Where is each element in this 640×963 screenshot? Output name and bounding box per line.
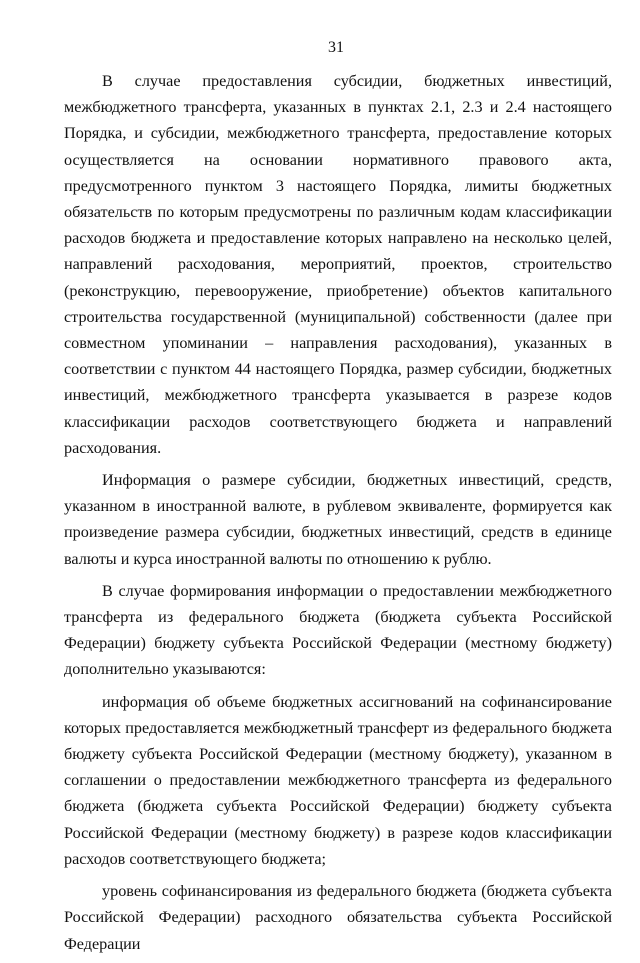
page-number: 31: [328, 39, 344, 56]
paragraph-cofinancing-level: уровень софинансирования из федерального бюджета (бюджета субъекта Российской Федерации) расходного обязательства субъекта Российской Федерации: [64, 882, 612, 953]
paragraph-subsidy-limits: В случае предоставления субсидии, бюджетных инвестиций, межбюджетного трансферта, указанных в пунктах 2.1, 2.3 и 2.4 настоящего Порядка, и субсидии, межбюджетного трансферта, предоставление которых осуществляется на основании нормативного правового акта, предусмотренного пунктом 3 настоящего Порядка, лимиты бюджетных обязательств по которым предусмотрены по различным кодам классификации расходов бюджета и предоставление которых направлено на несколько целей, направлений расходования, мероприятий, проектов, строительство (реконструкцию, перевооружение, приобретение) объектов капитального строительства государственной (муниципальной) собственности (далее при совместном упоминании – направления расходования), указанных в соответствии с пунктом 44 настоящего Порядка, размер субсидии, бюджетных инвестиций, межбюджетного трансферта указывается в разрезе кодов классификации расходов соответствующего бюджета и направлений расходования.: [64, 72, 612, 457]
document-body: [64, 68, 612, 963]
paragraph-interbudget-transfer: В случае формирования информации о предоставлении межбюджетного трансферта из федерального бюджета (бюджета субъекта Российской Федерации) бюджету субъекта Российской Федерации (местному бюджету) дополнительно указываются:: [64, 581, 612, 679]
paragraph-foreign-currency: Информация о размере субсидии, бюджетных инвестиций, средств, указанном в иностранной валюте, в рублевом эквиваленте, формируется как произведение размера субсидии, бюджетных инвестиций, средств в единице валюты и курса иностранной валюты по отношению к рублю.: [64, 471, 612, 568]
paragraph-cofinancing-volume: информация об объеме бюджетных ассигнований на софинансирование которых предоставляется межбюджетный трансферт из федерального бюджета бюджету субъекта Российской Федерации (местному бюджету), указанном в соглашении о предоставлении межбюджетного трансферта из федерального бюджета (бюджета субъекта Российской Федерации) бюджету субъекта Российской Федерации (местному бюджету) в разрезе кодов классификации расходов соответствующего бюджета;: [64, 692, 612, 868]
